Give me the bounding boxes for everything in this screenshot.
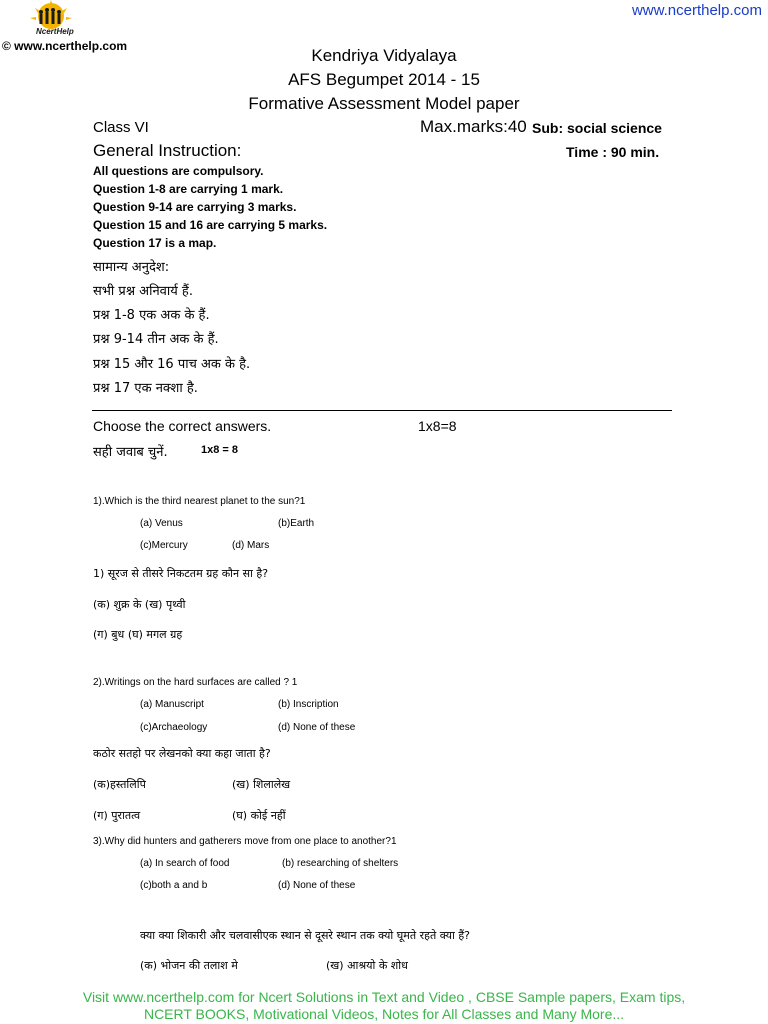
instruction-line: Question 9-14 are carrying 3 marks. — [93, 200, 297, 214]
instruction-line: Question 17 is a map. — [93, 236, 217, 250]
instruction-line: Question 15 and 16 are carrying 5 marks. — [93, 218, 328, 232]
instruction-line-hi: प्रश्न 9-14 तीन अक के हैं. — [93, 332, 219, 347]
paper-title: Formative Assessment Model paper — [248, 94, 520, 113]
option-hi: (क) शुक्र के (ख) पृथ्वी — [93, 598, 186, 611]
option: (a) In search of food — [140, 858, 230, 869]
option: (d) Mars — [232, 540, 270, 551]
option-hi: (ख) शिलालेख — [232, 778, 291, 791]
option: (d) None of these — [278, 722, 356, 733]
section-marks-hi: 1x8 = 8 — [201, 444, 239, 456]
instruction-line-hi: सभी प्रश्न अनिवार्य हैं. — [93, 284, 193, 299]
logo-text: NcertHelp — [36, 27, 74, 36]
time-limit: Time : 90 min. — [566, 144, 660, 160]
instruction-line-hi: प्रश्न 1-8 एक अक के हैं. — [93, 308, 210, 323]
school-branch: AFS Begumpet 2014 - 15 — [288, 70, 480, 89]
question-text-hi: 1) सूरज से तीसरे निकटतम ग्रह कौन सा है? — [93, 567, 269, 580]
instruction-line: All questions are compulsory. — [93, 164, 264, 178]
option-hi: (क) भोजन की तलाश मे — [140, 959, 238, 972]
option-hi: (ग) बुध (घ) मगल ग्रह — [93, 628, 183, 641]
option-hi: (क)हस्तलिपि — [93, 778, 146, 791]
option: (b)Earth — [278, 518, 315, 529]
footer-promo-line1[interactable]: Visit www.ncerthelp.com for Ncert Solutions in Text and Video , CBSE Sample papers, Exam tips, — [82, 989, 686, 1005]
instruction-line-hi: प्रश्न 15 और 16 पाच अक के है. — [93, 357, 251, 372]
section-marks: 1x8=8 — [418, 418, 457, 434]
instruction-line: Question 1-8 are carrying 1 mark. — [93, 182, 284, 196]
section-heading-hi: सही जवाब चुनें. — [93, 445, 168, 460]
option: (c)Mercury — [140, 540, 188, 551]
option-hi: (ग) पुरातत्व — [93, 809, 141, 822]
option: (c)Archaeology — [140, 722, 208, 733]
footer-promo-line2[interactable]: NCERT BOOKS, Motivational Videos, Notes for All Classes and Many More... — [143, 1006, 625, 1022]
class-label: Class VI — [93, 119, 149, 136]
option: (a) Venus — [140, 518, 183, 529]
top-site-link[interactable]: www.ncerthelp.com — [631, 2, 762, 19]
option: (b) Inscription — [278, 699, 339, 710]
option: (c)both a and b — [140, 880, 208, 891]
option-hi: (घ) कोई नहीं — [232, 809, 286, 822]
instruction-heading: General Instruction: — [93, 141, 242, 160]
section-heading: Choose the correct answers. — [93, 418, 272, 434]
school-name: Kendriya Vidyalaya — [311, 46, 457, 65]
option: (d) None of these — [278, 880, 356, 891]
question-text: 2).Writings on the hard surfaces are called ? 1 — [93, 677, 298, 688]
instruction-line-hi: प्रश्न 17 एक नक्शा है. — [93, 381, 198, 396]
option-hi: (ख) आश्रयो के शोध — [326, 959, 408, 972]
question-text: 3).Why did hunters and gatherers move from one place to another?1 — [93, 836, 397, 847]
site-url: © www.ncerthelp.com — [2, 39, 128, 53]
instruction-line-hi: सामान्य अनुदेश: — [93, 260, 170, 275]
divider — [92, 410, 672, 411]
option: (b) researching of shelters — [282, 858, 399, 869]
question-text-hi: क्या क्या शिकारी और चलवासीएक स्थान से दूसरे स्थान तक क्यो घूमते रहते क्या हैं? — [140, 929, 471, 942]
question-text-hi: कठोर सतहो पर लेखनको क्या कहा जाता है? — [93, 747, 271, 760]
option: (a) Manuscript — [140, 699, 204, 710]
question-text: 1).Which is the third nearest planet to the sun?1 — [93, 496, 306, 507]
max-marks: Max.marks:40 — [420, 117, 527, 136]
subject: Sub: social science — [532, 120, 662, 136]
